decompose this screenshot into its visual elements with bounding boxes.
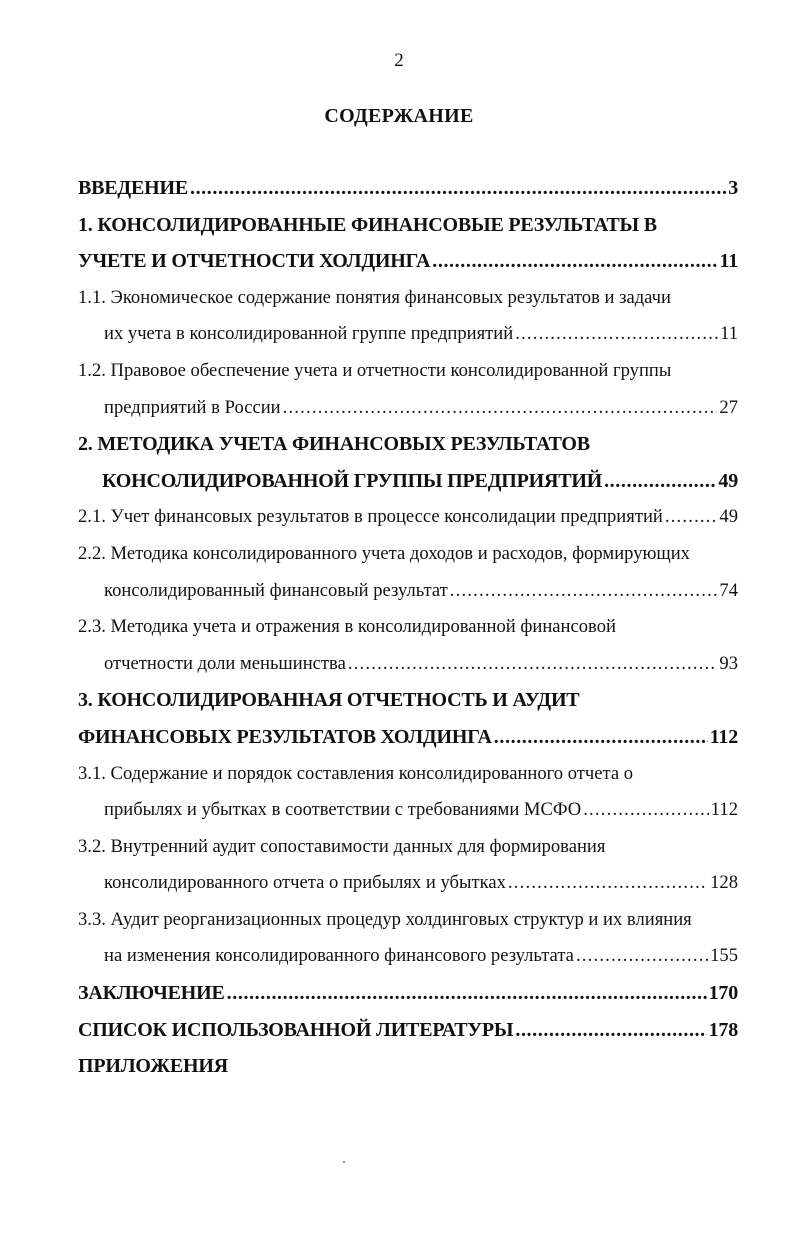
toc-entry-page: 112 xyxy=(709,725,738,748)
dot-leader xyxy=(283,390,718,427)
dot-leader xyxy=(450,573,718,610)
toc-entry-title: 1. КОНСОЛИДИРОВАННЫЕ ФИНАНСОВЫЕ РЕЗУЛЬТАТЫ В xyxy=(78,213,657,236)
toc-entry-title: СПИСОК ИСПОЛЬЗОВАННОЙ ЛИТЕРАТУРЫ xyxy=(78,1018,514,1041)
toc-entry-title: ВВЕДЕНИЕ xyxy=(78,177,188,199)
dot-leader xyxy=(494,719,708,756)
toc-entry-chapter-3 xyxy=(78,682,738,719)
toc-entry-title: 3. КОНСОЛИДИРОВАННАЯ ОТЧЕТНОСТЬ И АУДИТ xyxy=(78,689,580,712)
toc-entry-title: 1.2. Правовое обеспечение учета и отчетности консолидированной группы xyxy=(78,359,672,381)
dot-leader xyxy=(583,792,709,829)
toc-entry-section-3-1-cont xyxy=(78,792,738,829)
toc-entry-section-2-2 xyxy=(78,536,738,573)
toc-entry-title: УЧЕТЕ И ОТЧЕТНОСТИ ХОЛДИНГА xyxy=(78,250,431,273)
toc-entry-title: 2.1. Учет финансовых результатов в процессе консолидации предприятий xyxy=(78,506,663,528)
toc-entry-page: 112 xyxy=(710,799,738,821)
toc-entry-page: 155 xyxy=(710,945,738,967)
toc-entry-title: на изменения консолидированного финансового результата xyxy=(104,945,574,967)
toc-entry-title: консолидированного отчета о прибылях и убытках xyxy=(104,872,506,894)
toc-entry-title: прибылях и убытках в соответствии с требованиями МСФО xyxy=(104,799,582,821)
toc-entry-title: предприятий в России xyxy=(104,396,281,418)
toc-entry-chapter-1 xyxy=(78,207,738,244)
toc-entry-section-1-1 xyxy=(78,280,738,317)
toc-entry-page: 11 xyxy=(720,323,738,345)
toc-entry-section-3-3-cont xyxy=(78,938,738,975)
toc-entry-chapter-3-cont xyxy=(78,719,738,756)
dot-leader xyxy=(665,499,718,536)
toc-entry-page: 27 xyxy=(719,396,738,418)
toc-entry-section-2-2-cont xyxy=(78,573,738,610)
toc-entry-section-3-2 xyxy=(78,829,738,866)
toc-entry-title: 3.1. Содержание и порядок составления консолидированного отчета о xyxy=(78,762,634,784)
toc-entry-title: их учета в консолидированной группе предприятий xyxy=(104,323,514,345)
toc-entry-title: ЗАКЛЮЧЕНИЕ xyxy=(78,982,225,1005)
dot-leader xyxy=(348,646,718,683)
dot-leader xyxy=(190,170,726,207)
toc-entry-conclusion xyxy=(78,975,738,1012)
toc-entry-page: 178 xyxy=(708,1018,738,1041)
toc-entry-title: ФИНАНСОВЫХ РЕЗУЛЬТАТОВ ХОЛДИНГА xyxy=(78,725,492,748)
dot-leader xyxy=(432,243,717,280)
toc-entry-page: 11 xyxy=(719,250,738,273)
toc-entry-page: 49 xyxy=(719,506,738,528)
table-of-contents xyxy=(78,170,738,1085)
dot-leader xyxy=(508,865,708,902)
toc-entry-title: 2. МЕТОДИКА УЧЕТА ФИНАНСОВЫХ РЕЗУЛЬТАТОВ xyxy=(78,433,590,456)
toc-entry-section-2-3 xyxy=(78,609,738,646)
toc-entry-title: 3.3. Аудит реорганизационных процедур холдинговых структур и их влияния xyxy=(78,908,692,930)
toc-entry-page: 93 xyxy=(719,652,738,674)
toc-entry-section-1-2-cont xyxy=(78,390,738,427)
toc-entry-section-2-1 xyxy=(78,499,738,536)
toc-entry-title: 1.1. Экономическое содержание понятия финансовых результатов и задачи xyxy=(78,286,671,308)
page-number: 2 xyxy=(394,50,404,71)
toc-entry-section-2-3-cont xyxy=(78,646,738,683)
toc-entry-title: 3.2. Внутренний аудит сопоставимости данных для формирования xyxy=(78,835,606,857)
toc-entry-page: 49 xyxy=(718,469,738,492)
dot-leader xyxy=(576,938,708,975)
toc-entry-chapter-1-cont xyxy=(78,243,738,280)
toc-entry-section-3-1 xyxy=(78,756,738,793)
dot-leader xyxy=(227,975,707,1012)
toc-entry-page: 128 xyxy=(710,872,738,894)
toc-entry-appendices xyxy=(78,1048,738,1085)
toc-entry-introduction xyxy=(78,170,738,207)
toc-entry-page: 170 xyxy=(708,982,738,1005)
dot-leader xyxy=(604,463,716,500)
toc-entry-section-1-1-cont xyxy=(78,316,738,353)
page-title: СОДЕРЖАНИЕ xyxy=(324,105,474,127)
toc-entry-title: отчетности доли меньшинства xyxy=(104,652,346,674)
toc-entry-title: консолидированный финансовый результат xyxy=(104,579,448,601)
dot-leader xyxy=(515,1012,706,1049)
toc-entry-chapter-2 xyxy=(78,426,738,463)
toc-entry-title: 2.2. Методика консолидированного учета доходов и расходов, формирующих xyxy=(78,542,690,564)
toc-entry-page: 74 xyxy=(719,579,738,601)
scan-speck xyxy=(343,1161,345,1163)
toc-entry-section-3-3 xyxy=(78,902,738,939)
toc-entry-title: ПРИЛОЖЕНИЯ xyxy=(78,1055,228,1078)
toc-entry-title: КОНСОЛИДИРОВАННОЙ ГРУППЫ ПРЕДПРИЯТИЙ xyxy=(102,469,603,492)
toc-entry-page: 3 xyxy=(728,177,738,199)
toc-entry-chapter-2-cont xyxy=(78,463,738,500)
dot-leader xyxy=(515,316,718,353)
toc-entry-title: 2.3. Методика учета и отражения в консолидированной финансовой xyxy=(78,616,616,638)
toc-entry-references xyxy=(78,1012,738,1049)
toc-entry-section-3-2-cont xyxy=(78,865,738,902)
toc-entry-section-1-2 xyxy=(78,353,738,390)
